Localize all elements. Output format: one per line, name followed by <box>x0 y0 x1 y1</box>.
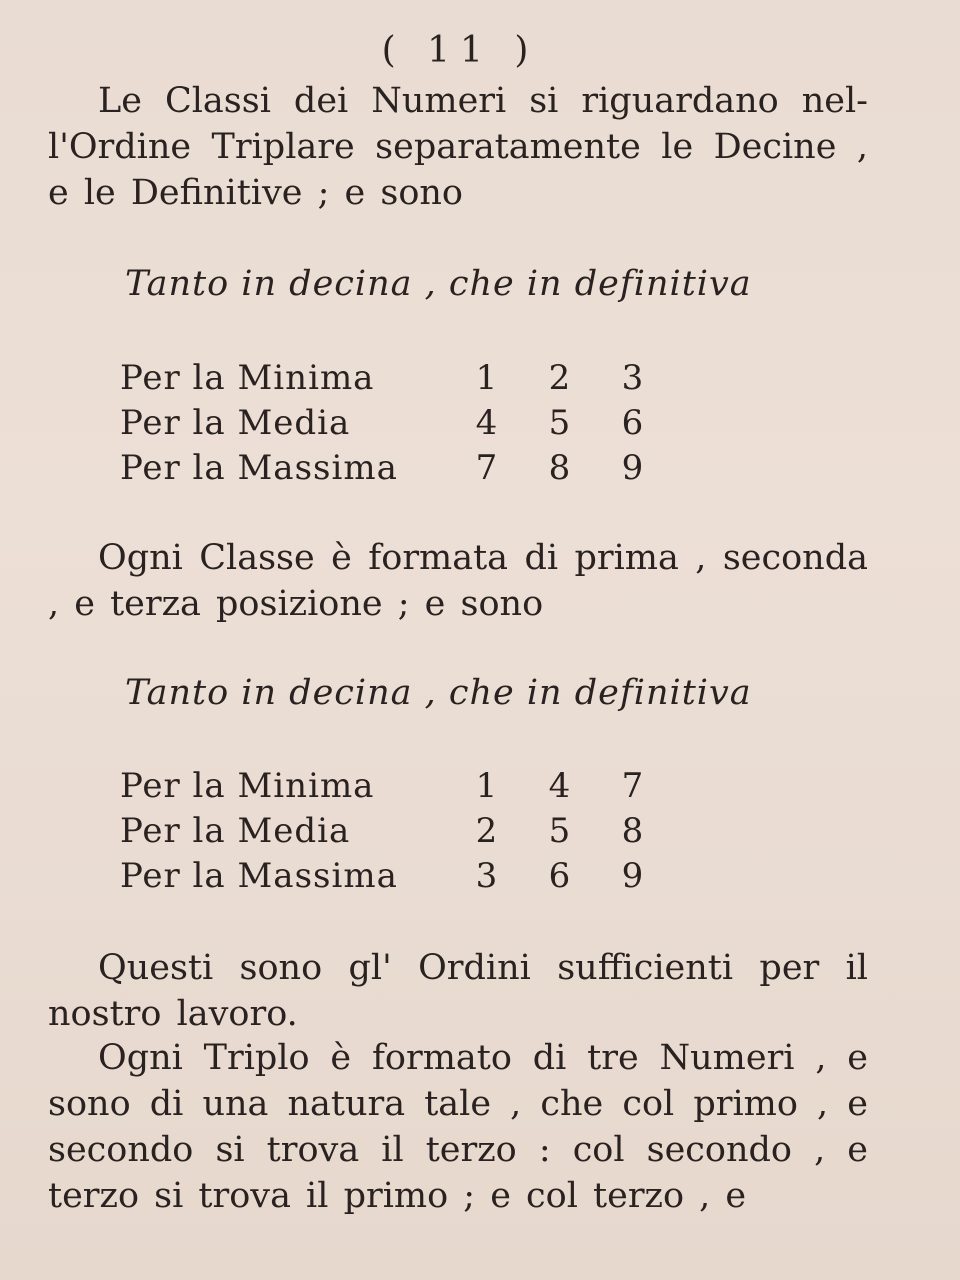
page-number: ( 11 ) <box>381 30 539 71</box>
paragraph-classe <box>48 535 868 627</box>
section-heading-2: Tanto in decina , che in definitiva <box>125 673 752 713</box>
table-cell: 8 <box>548 447 571 488</box>
row-label: Per la Media <box>120 810 351 851</box>
number-table-2 <box>120 763 669 898</box>
paragraph-text: Ogni Triplo è formato di tre Numeri , e sono di una natura tale , che col primo , e secondo si trova il terzo : col secondo , e terzo si trova il primo ; e col terzo , e <box>48 1038 868 1216</box>
table-row <box>120 853 669 898</box>
paragraph-triplo <box>48 1035 868 1219</box>
paragraph-text: Questi sono gl' Ordini sufficienti per il nostro lavoro. <box>48 948 868 1034</box>
table-row <box>120 400 669 445</box>
table-cell: 7 <box>475 447 498 488</box>
table-cell: 1 <box>475 357 498 398</box>
paragraph-text: Ogni Classe è formata di prima , seconda , e terza posizione ; e sono <box>48 538 868 624</box>
paragraph-classi <box>48 78 868 216</box>
paragraph-ordini <box>48 945 868 1037</box>
row-label: Per la Massima <box>120 855 398 896</box>
row-label: Per la Media <box>120 402 351 443</box>
row-label: Per la Minima <box>120 357 375 398</box>
table-cell: 9 <box>621 447 644 488</box>
table-cell: 1 <box>475 765 498 806</box>
number-table-1 <box>120 355 669 490</box>
row-label: Per la Massima <box>120 447 398 488</box>
row-label: Per la Minima <box>120 765 375 806</box>
table-row <box>120 445 669 490</box>
table-row <box>120 763 669 808</box>
table-cell: 4 <box>548 765 571 806</box>
table-cell: 5 <box>548 402 571 443</box>
table-row <box>120 808 669 853</box>
table-cell: 6 <box>548 855 571 896</box>
table-cell: 9 <box>621 855 644 896</box>
table-cell: 5 <box>548 810 571 851</box>
table-cell: 2 <box>548 357 571 398</box>
table-cell: 6 <box>621 402 644 443</box>
table-cell: 7 <box>621 765 644 806</box>
table-cell: 3 <box>621 357 644 398</box>
section-heading-1: Tanto in decina , che in definitiva <box>125 264 752 304</box>
table-cell: 3 <box>475 855 498 896</box>
table-cell: 4 <box>475 402 498 443</box>
paragraph-text: Le Classi dei Numeri si riguardano nell'Ordine Triplare separatamente le Decine , e le Definitive ; e sono <box>48 81 868 213</box>
table-row <box>120 355 669 400</box>
table-cell: 2 <box>475 810 498 851</box>
table-cell: 8 <box>621 810 644 851</box>
